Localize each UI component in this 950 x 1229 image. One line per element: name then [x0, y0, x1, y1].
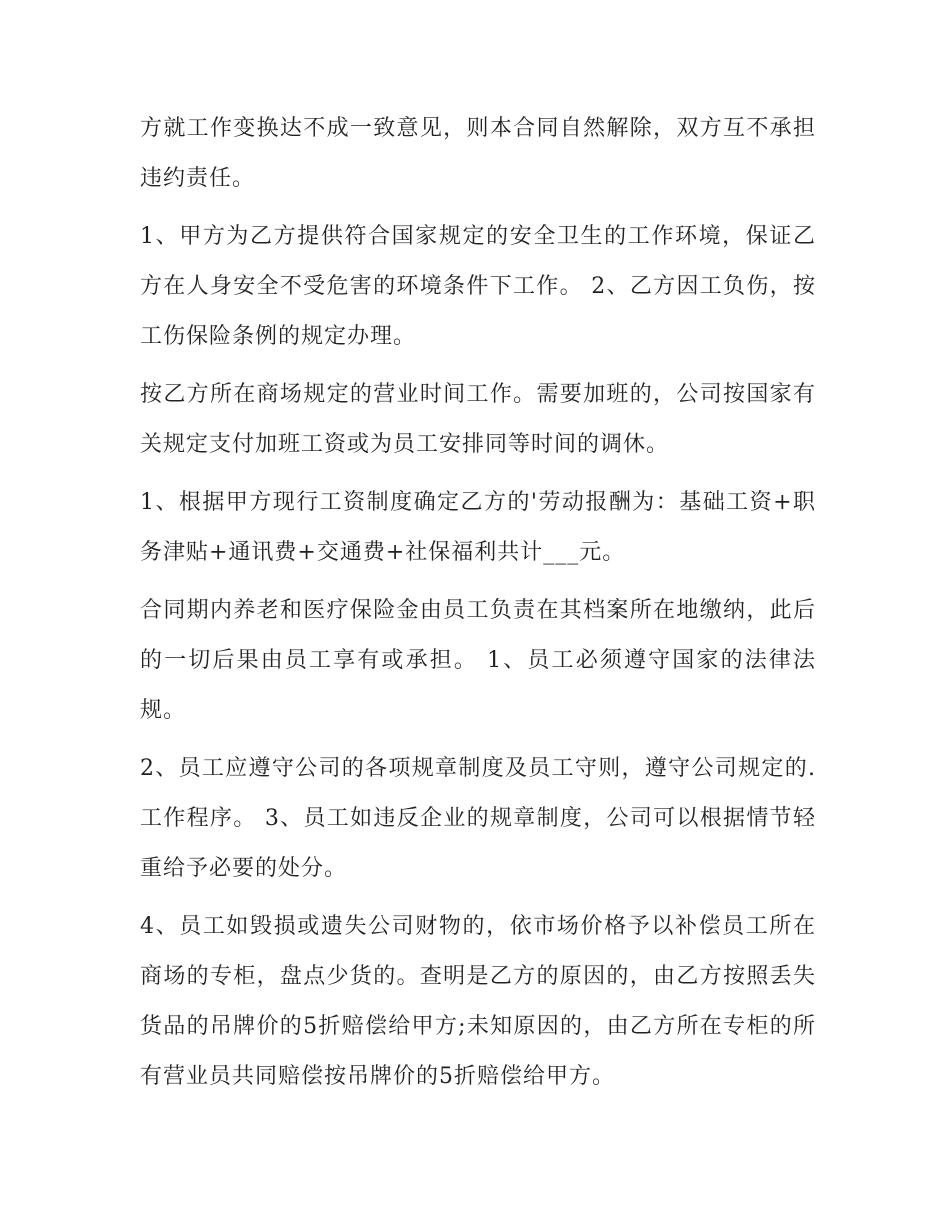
paragraph-4: 1、根据甲方现行工资制度确定乙方的'劳动报酬为：基础工资+职务津贴+通讯费+交通费+社保福利共计___元。: [140, 490, 816, 565]
paragraph-3: 按乙方所在商场规定的营业时间工作。需要加班的，公司按国家有关规定支付加班工资或为员工安排同等时间的调休。: [140, 382, 816, 457]
paragraph-1: 方就工作变换达不成一致意见，则本合同自然解除，双方互不承担违约责任。: [140, 116, 816, 191]
paragraph-5: 合同期内养老和医疗保险金由员工负责在其档案所在地缴纳，此后的一切后果由员工享有或承担。 1、员工必须遵守国家的法律法规。: [140, 598, 816, 723]
paragraph-7: 4、员工如毁损或遗失公司财物的，依市场价格予以补偿员工所在商场的专柜，盘点少货的。查明是乙方的原因的，由乙方按照丢失货品的吊牌价的5折赔偿给甲方;未知原因的，由乙方所在专柜的所有营业员共同赔偿按吊牌价的5折赔偿给甲方。: [140, 914, 816, 1089]
paragraph-2: 1、甲方为乙方提供符合国家规定的安全卫生的工作环境，保证乙方在人身安全不受危害的环境条件下工作。 2、乙方因工负伤，按工伤保险条例的规定办理。: [140, 224, 816, 349]
document-body: [140, 104, 816, 1110]
paragraph-6: 2、员工应遵守公司的各项规章制度及员工守则，遵守公司规定的.工作程序。 3、员工如违反企业的规章制度，公司可以根据情节轻重给予必要的处分。: [140, 756, 816, 881]
